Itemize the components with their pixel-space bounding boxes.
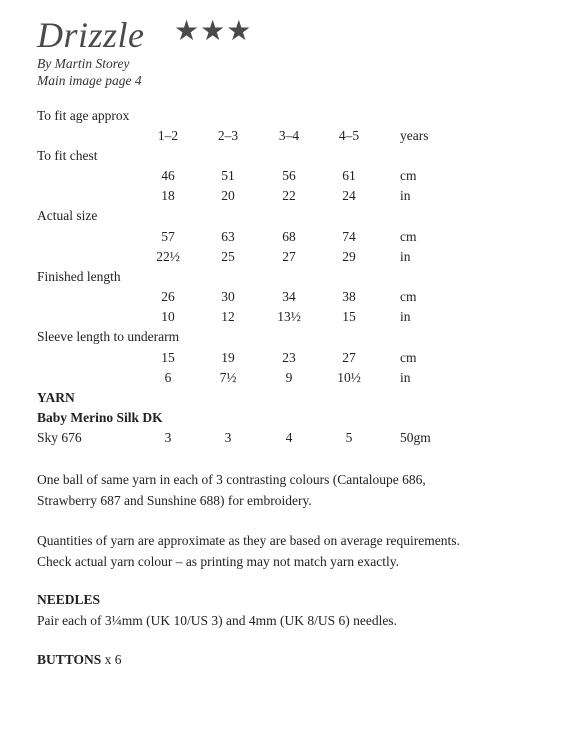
sleeve-cm-value: 23 — [282, 350, 296, 365]
chest-cm-value: 46 — [161, 168, 175, 183]
yarn-quantity: 5 — [345, 430, 353, 445]
length-cm-value: 34 — [282, 289, 296, 304]
sleeve-in-value: 6 — [164, 370, 172, 385]
chest-cm-value: 56 — [282, 168, 296, 183]
actual-cm-value: 63 — [221, 229, 235, 244]
buttons-heading: BUTTONS — [37, 652, 102, 667]
unit-cm: cm — [400, 350, 417, 365]
actual-in-value: 27 — [282, 249, 296, 264]
yarn-name: Baby Merino Silk DK — [37, 410, 163, 425]
sleeve-in-value: 9 — [285, 370, 293, 385]
chest-in-value: 22 — [282, 188, 296, 203]
length-in-value: 12 — [221, 309, 235, 324]
embroidery-note-line: Strawberry 687 and Sunshine 688) for embroidery. — [37, 493, 312, 508]
length-in-value: 15 — [342, 309, 356, 324]
sleeve-cm-value: 19 — [221, 350, 235, 365]
yarn-quantity: 3 — [224, 430, 232, 445]
unit-in: in — [400, 370, 411, 385]
actual-cm-value: 74 — [342, 229, 356, 244]
designer-byline: By Martin Storey — [37, 56, 130, 71]
length-cm-value: 30 — [221, 289, 235, 304]
sleeve-in-value: 7½ — [219, 370, 237, 385]
unit-in: in — [400, 188, 411, 203]
chest-cm-value: 61 — [342, 168, 356, 183]
yarn-quantity: 3 — [164, 430, 172, 445]
chest-cm-value: 51 — [221, 168, 235, 183]
main-image-page-ref: Main image page 4 — [37, 73, 142, 88]
actual-in-value: 22½ — [156, 249, 180, 264]
buttons-section — [37, 652, 122, 668]
unit-cm: cm — [400, 168, 417, 183]
pattern-title: Drizzle — [37, 15, 145, 55]
yarn-shade: Sky 676 — [37, 430, 82, 445]
quantity-note-line: Check actual yarn colour – as printing may not match yarn exactly. — [37, 554, 400, 569]
age-value: 3–4 — [278, 128, 300, 143]
sleeve-in-value: 10½ — [337, 370, 361, 385]
needles-heading: NEEDLES — [37, 592, 101, 607]
finished-length-label: Finished length — [37, 269, 121, 284]
difficulty-stars-icon: ★★★ — [174, 16, 253, 47]
actual-cm-value: 68 — [282, 229, 296, 244]
unit-in: in — [400, 309, 411, 324]
length-cm-value: 38 — [342, 289, 356, 304]
chest-in-value: 18 — [161, 188, 175, 203]
age-value: 4–5 — [338, 128, 360, 143]
unit-in: in — [400, 249, 411, 264]
yarn-quantity: 4 — [285, 430, 293, 445]
chest-label: To fit chest — [37, 148, 98, 163]
age-value: 1–2 — [157, 128, 179, 143]
unit-cm: cm — [400, 289, 417, 304]
length-in-value: 10 — [161, 309, 175, 324]
actual-in-value: 29 — [342, 249, 356, 264]
age-unit: years — [400, 128, 429, 143]
chest-in-value: 24 — [342, 188, 356, 203]
actual-size-label: Actual size — [37, 208, 98, 223]
unit-cm: cm — [400, 229, 417, 244]
sleeve-cm-value: 27 — [342, 350, 356, 365]
yarn-unit: 50gm — [400, 430, 431, 445]
quantity-note-line: Quantities of yarn are approximate as they are based on average requirements. — [37, 533, 460, 548]
length-cm-value: 26 — [161, 289, 175, 304]
needles-text: Pair each of 3¼mm (UK 10/US 3) and 4mm (UK 8/US 6) needles. — [37, 613, 397, 628]
length-in-value: 13½ — [277, 309, 301, 324]
age-label: To fit age approx — [37, 108, 130, 123]
actual-in-value: 25 — [221, 249, 235, 264]
buttons-count: x 6 — [104, 652, 122, 667]
embroidery-note-line: One ball of same yarn in each of 3 contrasting colours (Cantaloupe 686, — [37, 472, 426, 487]
sleeve-length-label: Sleeve length to underarm — [37, 329, 180, 344]
chest-in-value: 20 — [221, 188, 235, 203]
actual-cm-value: 57 — [161, 229, 175, 244]
sleeve-cm-value: 15 — [161, 350, 175, 365]
yarn-heading: YARN — [37, 390, 75, 405]
age-value: 2–3 — [217, 128, 239, 143]
